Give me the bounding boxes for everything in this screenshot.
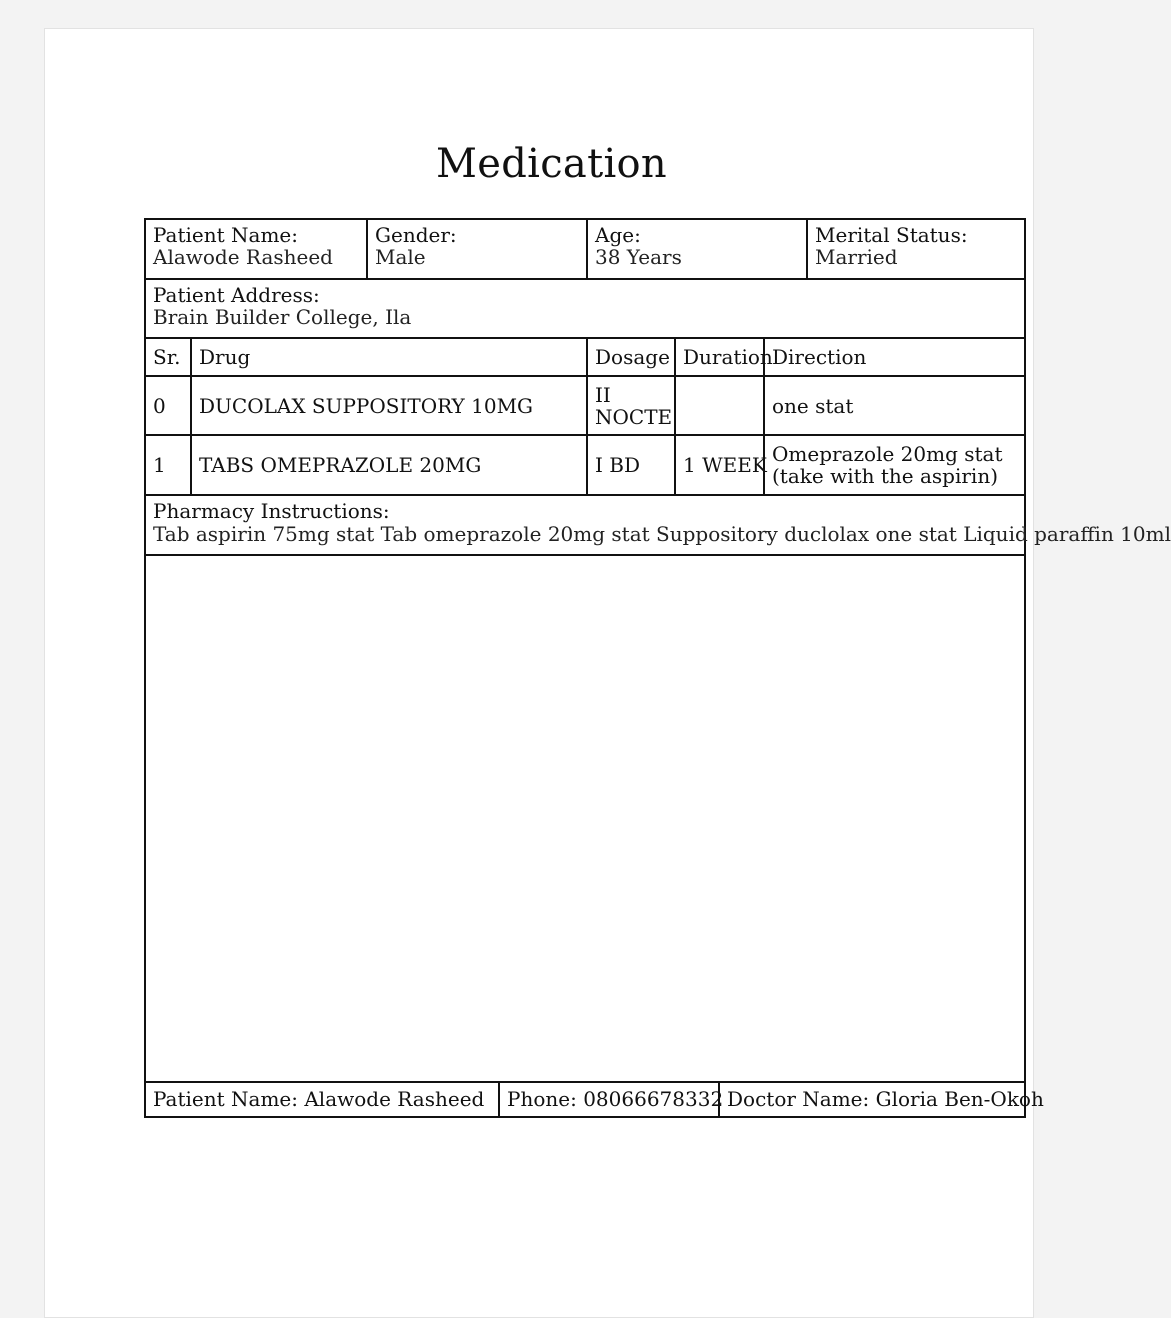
patient-name-label: Patient Name: <box>153 223 298 247</box>
header-drug: Drug <box>190 339 586 375</box>
age-value: 38 Years <box>595 245 682 269</box>
row-dosage: I BD <box>586 436 674 494</box>
patient-address-label: Patient Address: <box>153 283 320 307</box>
row-drug: TABS OMEPRAZOLE 20MG <box>190 436 586 494</box>
gender-label: Gender: <box>375 223 457 247</box>
header-dosage: Dosage <box>586 339 674 375</box>
patient-address-value: Brain Builder College, Ila <box>153 305 412 329</box>
table-row <box>146 436 1024 496</box>
header-direction: Direction <box>763 339 1024 375</box>
document-page <box>44 28 1171 1318</box>
table-row <box>146 377 1024 436</box>
row-direction: Omeprazole 20mg stat (take with the aspirin) <box>763 436 1028 494</box>
pharmacy-instructions-cell <box>146 496 1171 546</box>
age-cell <box>586 220 806 278</box>
footer-doctor-name: Doctor Name: Gloria Ben-Okoh <box>718 1083 1024 1116</box>
row-sr: 0 <box>153 393 166 418</box>
patient-address-row <box>146 280 1024 339</box>
pharmacy-instructions-label: Pharmacy Instructions: <box>153 499 390 523</box>
header-sr: Sr. <box>153 345 181 369</box>
drug-table-header <box>146 339 1024 377</box>
pharmacy-instructions-text: Tab aspirin 75mg stat Tab omeprazole 20mg stat Suppository duclolax one stat Liquid paraffin 10ml <box>153 522 1171 546</box>
patient-address-cell <box>146 280 1024 337</box>
gender-value: Male <box>375 245 426 269</box>
patient-info-row <box>146 220 1024 280</box>
marital-status-value: Married <box>815 245 898 269</box>
footer-patient-name: Patient Name: Alawode Rasheed <box>153 1087 485 1111</box>
row-dosage: II NOCTE <box>586 377 674 434</box>
signature-footer-row <box>146 1081 1044 1116</box>
row-direction: one stat <box>763 377 1024 434</box>
patient-name-cell <box>146 220 366 278</box>
gender-cell <box>366 220 586 278</box>
page-title: Medication <box>436 141 667 187</box>
patient-name-value: Alawode Rasheed <box>153 245 333 269</box>
row-sr: 1 <box>153 453 166 477</box>
row-duration <box>674 377 763 434</box>
row-drug: DUCOLAX SUPPOSITORY 10MG <box>190 377 586 434</box>
header-duration: Duration <box>674 339 763 375</box>
footer-phone: Phone: 08066678332 <box>498 1083 718 1116</box>
medication-form <box>144 218 1171 1118</box>
pharmacy-instructions-row <box>146 496 1171 556</box>
marital-status-cell <box>806 220 1024 278</box>
age-label: Age: <box>595 223 641 247</box>
row-duration: 1 WEEK <box>674 436 763 494</box>
marital-status-label: Merital Status: <box>815 223 968 247</box>
